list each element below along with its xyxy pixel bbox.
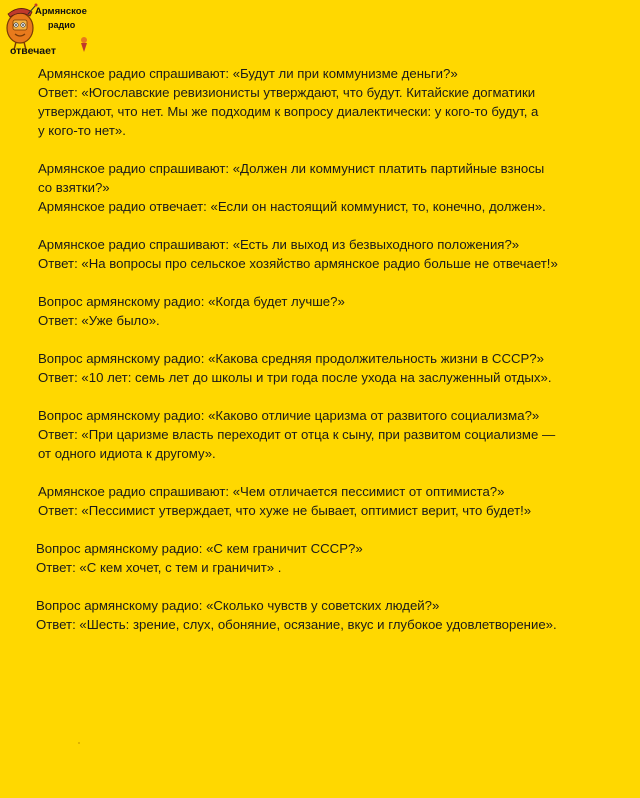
logo-line-3: отвечает xyxy=(10,45,56,56)
joke-line: Ответ: «Уже было». xyxy=(38,313,160,328)
decorative-dot xyxy=(78,742,80,744)
logo-line-1: Армянское xyxy=(35,6,87,17)
joke-line: Ответ: «Пессимист утверждает, что хуже не бывает, оптимист верит, что будет!» xyxy=(38,503,532,518)
joke-line: Вопрос армянскому радио: «Сколько чувств у советских людей?» xyxy=(36,598,440,613)
joke-item xyxy=(38,349,628,387)
joke-line: Ответ: «10 лет: семь лет до школы и три года после ухода на заслуженный отдых». xyxy=(38,370,552,385)
joke-item xyxy=(38,292,628,330)
joke-line: от одного идиота к другому». xyxy=(38,446,216,461)
joke-item xyxy=(38,159,628,216)
joke-line: Вопрос армянскому радио: «Каково отличие царизма от развитого социализма?» xyxy=(38,408,540,423)
joke-line: Вопрос армянскому радио: «Какова средняя продолжительность жизни в СССР?» xyxy=(38,351,544,366)
joke-item xyxy=(38,482,628,520)
joke-line: Вопрос армянскому радио: «Когда будет лучше?» xyxy=(38,294,345,309)
joke-line: Ответ: «Шесть: зрение, слух, обоняние, осязание, вкус и глубокое удовлетворение». xyxy=(36,617,557,632)
joke-line: Ответ: «С кем хочет, с тем и граничит» . xyxy=(36,560,282,575)
logo-line-2: радио xyxy=(48,20,76,30)
joke-item xyxy=(38,235,628,273)
joke-item xyxy=(38,64,628,140)
joke-line: Вопрос армянскому радио: «С кем граничит СССР?» xyxy=(36,541,363,556)
jokes-list xyxy=(38,64,628,634)
joke-line: Ответ: «Югославские ревизионисты утверждают, что будут. Китайские догматики xyxy=(38,85,536,100)
joke-line: у кого-то нет». xyxy=(38,123,126,138)
joke-item xyxy=(36,539,628,577)
joke-line: Ответ: «На вопросы про сельское хозяйство армянское радио больше не отвечает!» xyxy=(38,256,558,271)
joke-line: утверждают, что нет. Мы же подходим к вопросу диалектически: у кого-то будут, а xyxy=(38,104,539,119)
joke-line: Армянское радио спрашивают: «Должен ли коммунист платить партийные взносы xyxy=(38,161,545,176)
armenian-radio-logo xyxy=(4,2,90,56)
joke-line: Армянское радио спрашивают: «Будут ли при коммунизме деньги?» xyxy=(38,66,458,81)
joke-item xyxy=(36,596,628,634)
cartoon-radio-character-icon xyxy=(4,2,90,56)
joke-line: Армянское радио спрашивают: «Есть ли выход из безвыходного положения?» xyxy=(38,237,520,252)
joke-line: со взятки?» xyxy=(38,180,110,195)
joke-line: Армянское радио отвечает: «Если он настоящий коммунист, то, конечно, должен». xyxy=(38,199,546,214)
joke-line: Армянское радио спрашивают: «Чем отличается пессимист от оптимиста?» xyxy=(38,484,505,499)
joke-line: Ответ: «При царизме власть переходит от отца к сыну, при развитом социализме — xyxy=(38,427,556,442)
joke-item xyxy=(38,406,628,463)
